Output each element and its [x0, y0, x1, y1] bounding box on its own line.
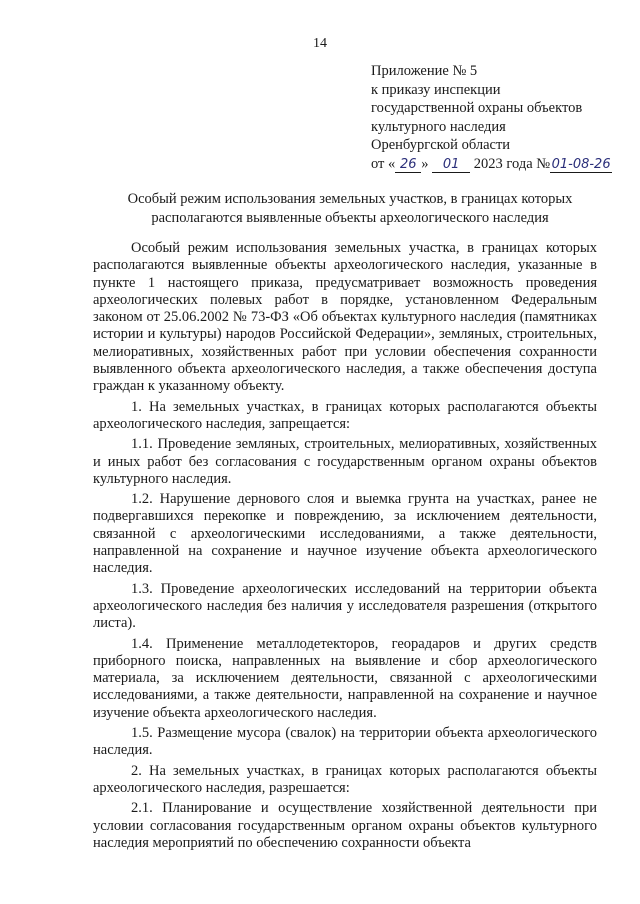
paragraph-item-1: 1. На земельных участках, в границах которых располагаются объекты археологического наследия, запрещается: — [93, 398, 597, 432]
appendix-line: культурного наследия — [371, 118, 506, 135]
paragraph-item-1-1: 1.1. Проведение земляных, строительных, мелиоративных, хозяйственных и иных работ без согласования с государственным органом охраны объектов культурного наследия. — [93, 436, 597, 487]
appendix-header — [371, 62, 612, 174]
paragraph-item-1-5: 1.5. Размещение мусора (свалок) на территории объекта археологического наследия. — [93, 725, 597, 759]
appendix-line: Приложение № 5 — [371, 63, 478, 79]
handwritten-month: 01 — [432, 157, 470, 173]
handwritten-day: 26 — [395, 157, 421, 173]
document-title — [60, 190, 640, 227]
appendix-line: государственной охраны объектов — [371, 100, 583, 117]
appendix-line: к приказу инспекции — [371, 81, 501, 98]
page-number: 14 — [313, 36, 327, 51]
date-year-text: 2023 года № — [473, 155, 551, 172]
paragraph-item-2-1: 2.1. Планирование и осуществление хозяйственной деятельности при условии согласования государственным органом охраны объектов культурного наследия мероприятий по обеспечению сохранности объекта — [93, 800, 597, 851]
document-body — [93, 240, 597, 855]
handwritten-order-number: 01-08-26 — [551, 156, 611, 172]
paragraph-item-1-4: 1.4. Применение металлодетекторов, георадаров и других средств приборного поиска, направленных на выявление и сбор археологического материала, за исключением деятельности, связанной с археологическими исследованиями, а также деятельности, направленной на сохранение и научное изучение объекта археологического наследия. — [93, 635, 597, 721]
title-line: Особый режим использования земельных участков, в границах которых — [127, 191, 573, 207]
paragraph-item-2: 2. На земельных участках, в границах которых располагаются объекты археологического наследия, разрешается: — [93, 762, 597, 796]
paragraph-intro: Особый режим использования земельных участка, в границах которых располагаются выявленные объекты археологического наследия, указанные в пункте 1 настоящего приказа, предусматривает возможность проведения археологических полевых работ в порядке, установленном Федеральным законом от 25.06.2002 № 73-ФЗ «Об объектах культурного наследия (памятниках истории и культуры) народов Российской Федерации», земляных, строительных, мелиоративных, хозяйственных работ при условии обеспечения сохранности выявленного объекта археологического наследия, а также обеспечения доступа граждан к указанному объекту. — [93, 240, 597, 395]
paragraph-item-1-3: 1.3. Проведение археологических исследований на территории объекта археологического наследия без наличия у исследователя разрешения (открытого листа). — [93, 580, 597, 632]
paragraph-item-1-2: 1.2. Нарушение дернового слоя и выемка грунта на участках, ранее не подвергавшихся перекопке и повреждению, за исключением деятельности, связанной с археологическими исследованиями, а также деятельности, направленной на сохранение и научное изучение объекта археологического наследия. — [93, 491, 597, 577]
date-close-quote: » — [421, 155, 429, 172]
appendix-line: Оренбургской области — [371, 137, 511, 154]
date-prefix: от « — [371, 155, 396, 172]
title-line: располагаются выявленные объекты археологического наследия — [151, 209, 549, 226]
appendix-date-line — [371, 155, 612, 174]
